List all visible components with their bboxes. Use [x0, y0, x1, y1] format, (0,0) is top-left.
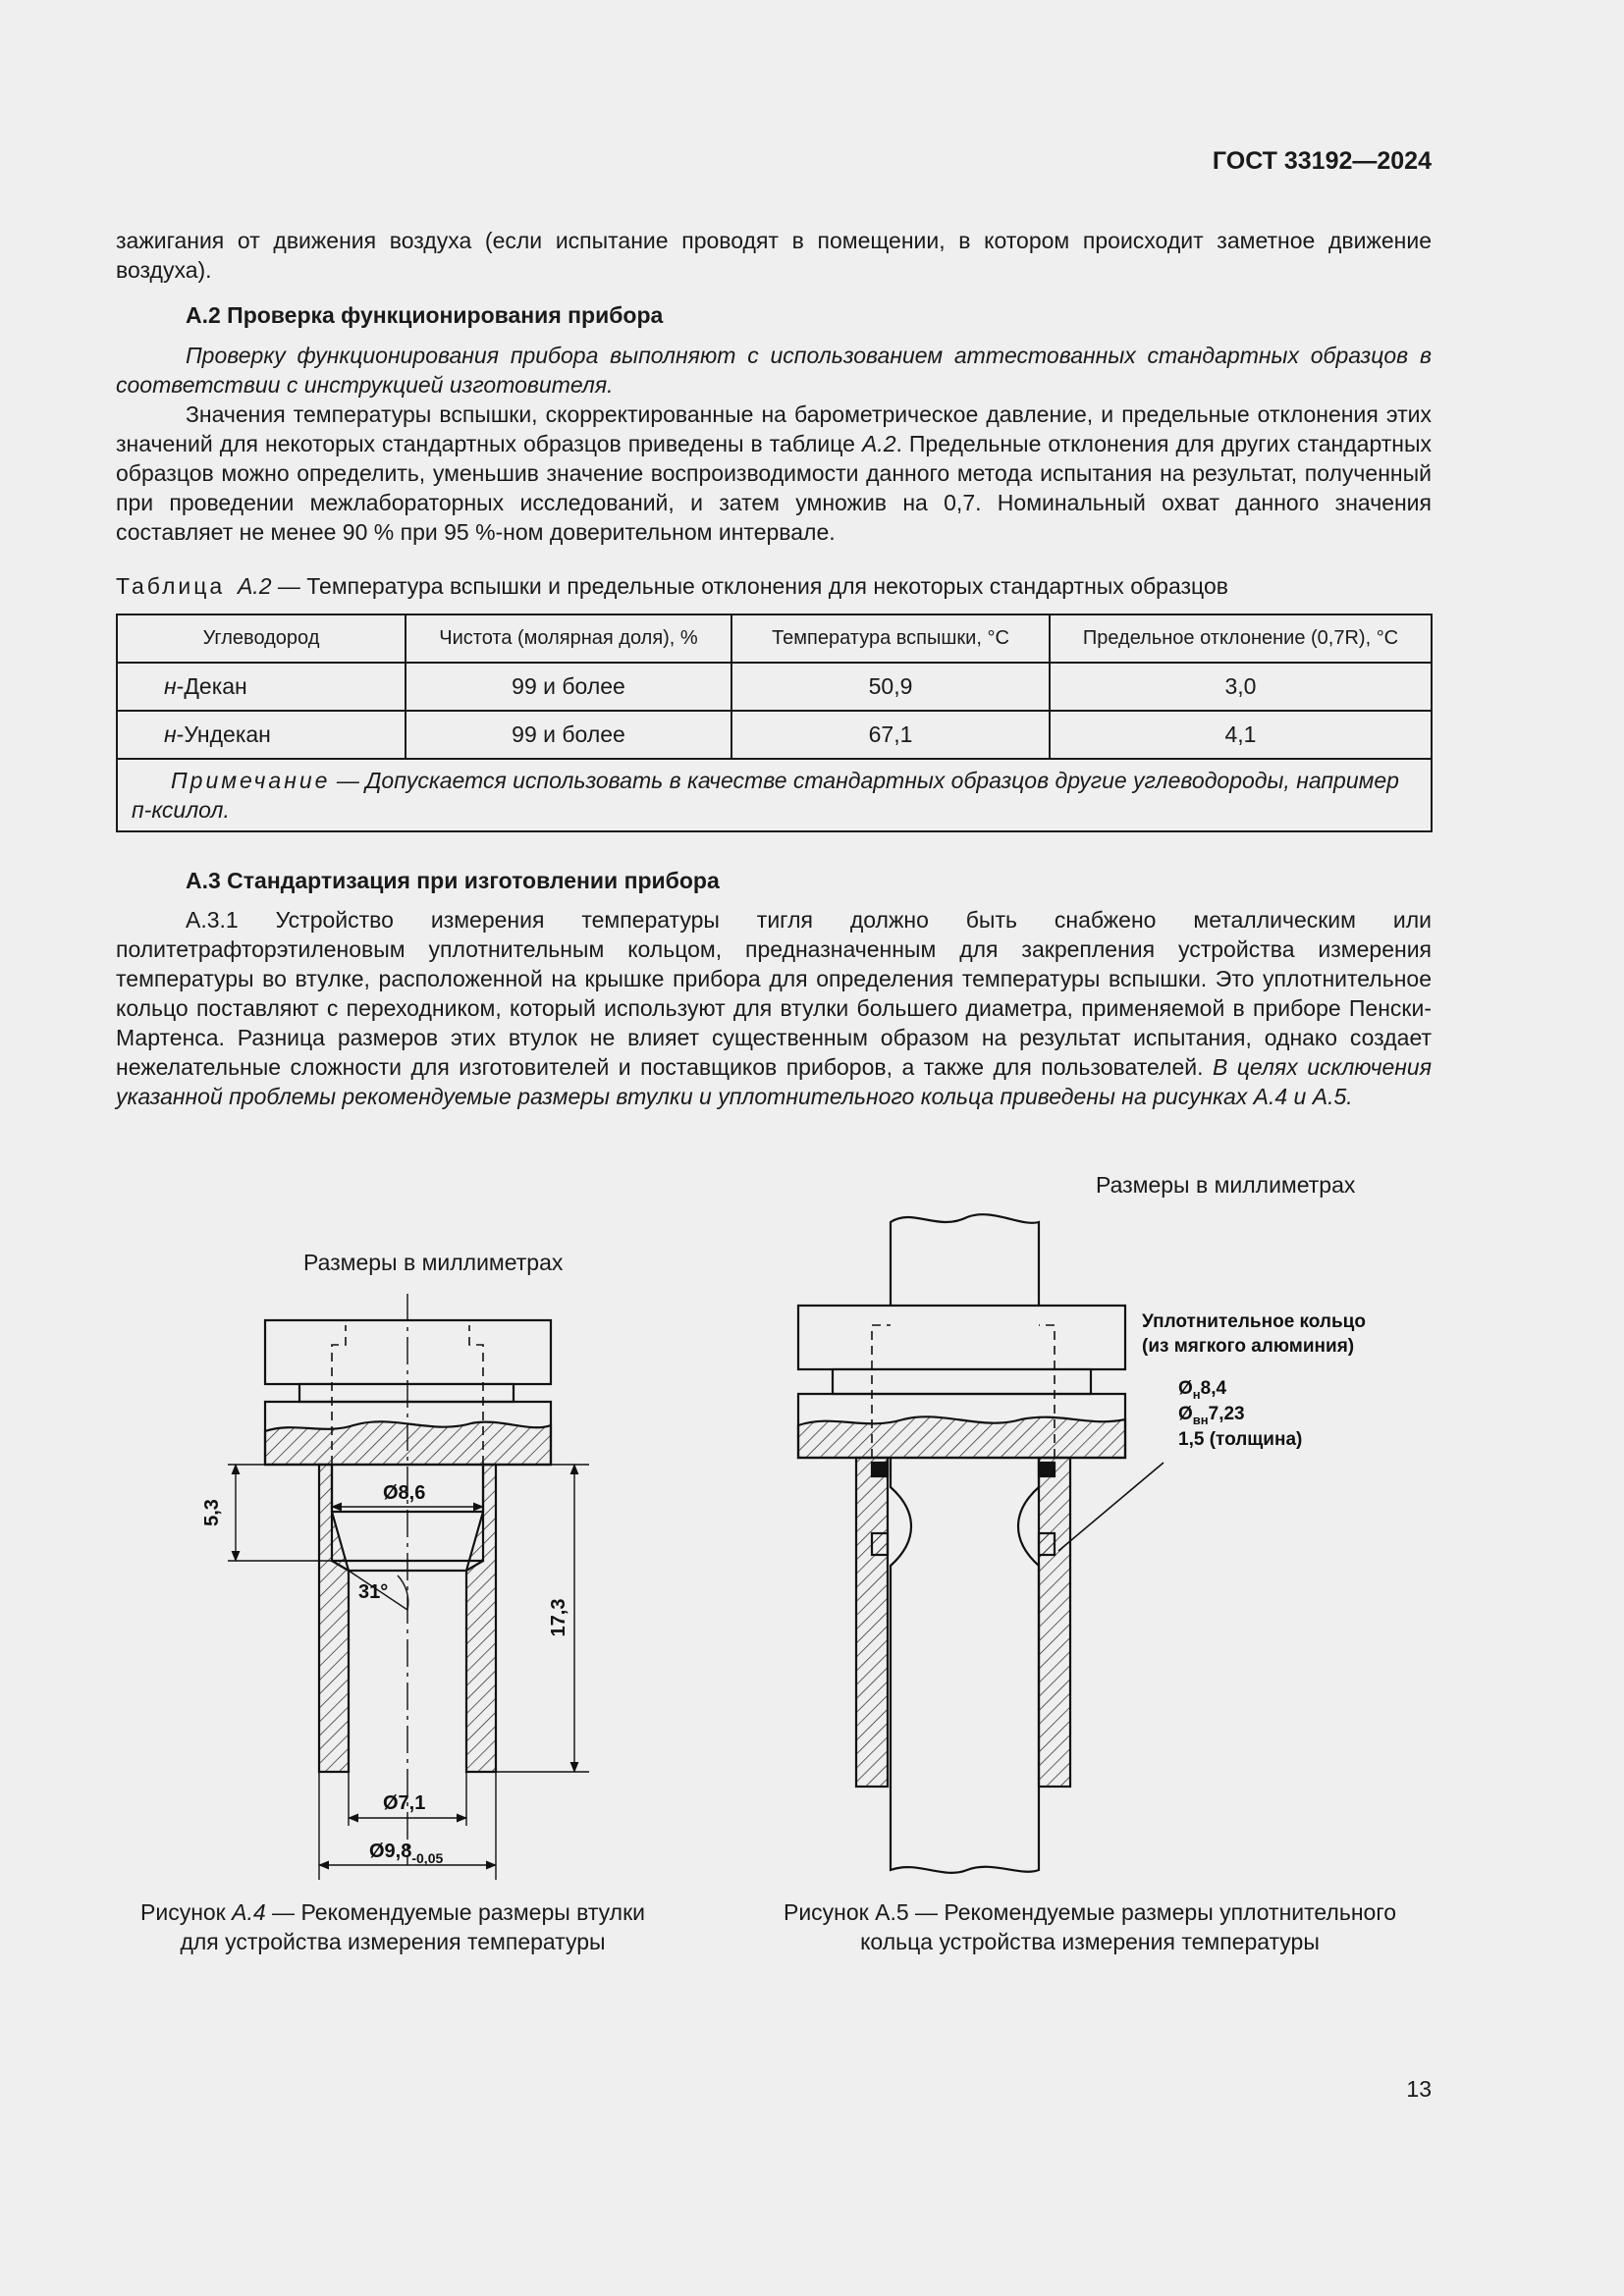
figure-a4-units: Размеры в миллиметрах: [303, 1250, 564, 1275]
table-reference: А.2: [861, 431, 896, 456]
note-label: Примечание: [171, 768, 331, 793]
dim-value: 7,23: [1208, 1404, 1245, 1424]
intro-paragraph: зажигания от движения воздуха (если испытание проводят в помещении, в котором происходит заметное движение воздуха).: [116, 228, 1432, 283]
table-caption-number: А.2: [237, 573, 272, 599]
table-caption: [116, 573, 1228, 600]
section-a2-paragraph-1: Проверку функционирования прибора выполняют с использованием аттестованных стандартных образцов в соответствии с инструкцией изготовителя.: [116, 343, 1432, 398]
cell-name: -Ундекан: [176, 721, 271, 747]
seal-ring-material: (из мягкого алюминия): [1142, 1336, 1355, 1357]
figure-a5-drawing: [785, 1207, 1375, 1885]
note-text: — Допускается использовать в качестве стандартных образцов другие углеводороды, например п-ксилол.: [132, 768, 1399, 823]
dim-subscript: вн: [1192, 1413, 1209, 1427]
figure-a5-caption-line1: Рисунок А.5 — Рекомендуемые размеры уплотнительного: [783, 1899, 1397, 1925]
document-header: ГОСТ 33192—2024: [1212, 147, 1432, 175]
table-row: [117, 711, 1432, 759]
section-a3-paragraph: [116, 905, 1432, 1111]
table-caption-label: Таблица: [116, 573, 226, 599]
caption-title: — Рекомендуемые размеры втулки: [265, 1899, 645, 1925]
dim-value: 8,4: [1200, 1378, 1227, 1399]
dim-angle: 31°: [358, 1581, 389, 1603]
col-header: Температура вспышки, °С: [731, 614, 1050, 663]
cell-temp: 50,9: [731, 663, 1050, 711]
cell-deviation: 4,1: [1050, 711, 1432, 759]
figure-a5-units: Размеры в миллиметрах: [1096, 1172, 1356, 1198]
section-a2-text-a: Значения температуры вспышки, скорректированные на барометрическое давление, и предельные отклонения этих значений для некоторых стандартных образцов приведены в таблице: [116, 401, 1432, 456]
cell-prefix: н: [164, 673, 177, 699]
figure-a4-drawing: [187, 1276, 609, 1895]
dim-outer-diameter: [369, 1841, 443, 1866]
figure-a5-caption: [746, 1897, 1434, 1956]
dim-subscript: н: [1192, 1387, 1201, 1402]
dim-outer-value: Ø9,8: [369, 1841, 412, 1862]
dim-inner-diameter: Ø7,1: [383, 1792, 426, 1814]
cell-purity: 99 и более: [406, 711, 731, 759]
cell-name: -Декан: [176, 673, 247, 699]
section-a2-paragraph-2: [116, 400, 1432, 547]
dim-ring-outer: [1178, 1378, 1226, 1402]
cell-hydrocarbon: [117, 711, 406, 759]
flash-point-table: [116, 614, 1433, 832]
cell-purity: 99 и более: [406, 663, 731, 711]
section-a3-text: А.3.1 Устройство измерения температуры тигля должно быть снабжено металлическим или политетрафторэтиленовым уплотнительным кольцом, предназначенным для закрепления устройства измерения температуры во втулке, расположенной на крышке прибора для определения температуры вспышки. Это уплотнительное кольцо поставляют с переходником, который используют для втулки большего диаметра, применяемой в приборе Пенски-Мартенса. Разница размеров этих втулок не влияет существенным образом на результат испытания, однако создает нежелательные сложности для изготовителей и поставщиков приборов, а также для пользователей.: [116, 907, 1432, 1080]
caption-number: А.4: [232, 1899, 266, 1925]
caption-prefix: Рисунок: [140, 1899, 233, 1925]
figure-a4-caption-line1: [98, 1897, 687, 1927]
page-number: 13: [1406, 2076, 1432, 2102]
seal-ring-label: Уплотнительное кольцо: [1142, 1311, 1366, 1332]
section-a2-text-b: . Предельные отклонения для других стандартных образцов можно определить, уменьшив значение воспроизводимости данного метода испытания на результат, полученный при проведении межлабораторных исследований, и затем умножив на 0,7. Номинальный охват данного значения составляет не менее 90 % при 95 %-ном доверительном интервале.: [116, 431, 1432, 545]
cell-temp: 67,1: [731, 711, 1050, 759]
dim-outer-tolerance: -0,05: [411, 1850, 444, 1866]
col-header: Предельное отклонение (0,7R), °С: [1050, 614, 1432, 663]
cell-hydrocarbon: [117, 663, 406, 711]
section-a2-heading: А.2 Проверка функционирования прибора: [186, 302, 664, 328]
col-header: Углеводород: [117, 614, 406, 663]
table-header-row: [117, 614, 1432, 663]
figure-a4-caption: [98, 1897, 687, 1956]
col-header: Чистота (молярная доля), %: [406, 614, 731, 663]
cell-deviation: 3,0: [1050, 663, 1432, 711]
table-caption-text: — Температура вспышки и предельные отклонения для некоторых стандартных образцов: [271, 573, 1228, 599]
section-a3-text-italic: В целях исключения указанной проблемы рекомендуемые размеры втулки и уплотнительного кольца приведены на рисунках А.4 и А.5.: [116, 1054, 1433, 1109]
dim-depth: 5,3: [201, 1499, 223, 1526]
table-note: [117, 759, 1432, 831]
dim-ring-inner: [1178, 1404, 1245, 1427]
dim-length: 17,3: [548, 1598, 569, 1637]
dim-bore-diameter: Ø8,6: [383, 1482, 426, 1504]
cell-prefix: н: [164, 721, 177, 747]
dim-ring-thickness: 1,5 (толщина): [1178, 1429, 1303, 1450]
dim-symbol: Ø: [1178, 1404, 1193, 1424]
figure-a5-caption-line2: кольца устройства измерения температуры: [860, 1929, 1320, 1954]
section-a3-heading: А.3 Стандартизация при изготовлении прибора: [186, 868, 720, 893]
dim-symbol: Ø: [1178, 1378, 1193, 1399]
table-note-row: [117, 759, 1432, 831]
figure-a4-caption-line2: для устройства измерения температуры: [180, 1929, 606, 1954]
table-row: [117, 663, 1432, 711]
